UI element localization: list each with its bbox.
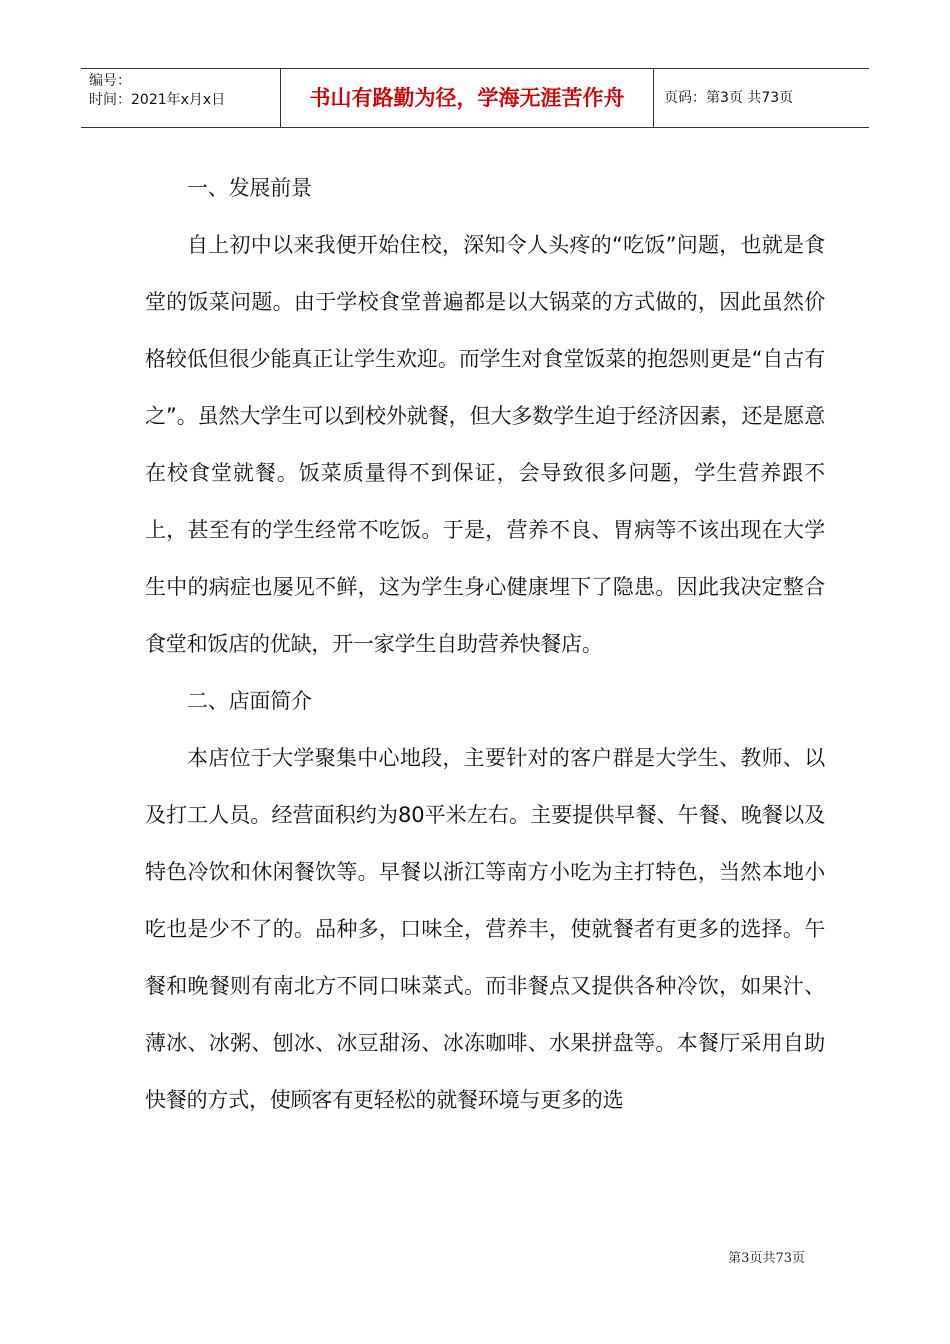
header-meta (81, 69, 281, 127)
document-body (145, 160, 825, 1129)
body-paragraph: 自上初中以来我便开始住校，深知令人头疼的“吃饭”问题，也就是食堂的饭菜问题。由于学校食堂普遍都是以大锅菜的方式做的，因此虽然价格较低但很少能真正让学生欢迎。而学生对食堂饭菜的抱怨则更是“自古有之”。虽然大学生可以到校外就餐，但大多数学生迫于经济因素，还是愿意在校食堂就餐。饭菜质量得不到保证，会导致很多问题，学生营养跟不上，甚至有的学生经常不吃饭。于是，营养不良、胃病等不该出现在大学生中的病症也屡见不鲜，这为学生身心健康埋下了隐患。因此我决定整合食堂和饭店的优缺，开一家学生自助营养快餐店。 (145, 233, 825, 656)
document-number-label: 编号： (89, 73, 131, 89)
page-footer: 第3页共73页 (728, 1251, 805, 1266)
document-date-label: 时间：2021年x月x日 (89, 92, 226, 108)
section-heading: 一、发展前景 (187, 176, 312, 200)
header-motto: 书山有路勤为径，学海无涯苦作舟 (281, 69, 654, 127)
page-header (81, 68, 869, 128)
body-paragraph: 本店位于大学聚集中心地段，主要针对的客户群是大学生、教师、以及打工人员。经营面积约为80平米左右。主要提供早餐、午餐、晚餐以及特色冷饮和休闲餐饮等。早餐以浙江等南方小吃为主打特色，当然本地小吃也是少不了的。品种多，口味全，营养丰，使就餐者有更多的选择。午餐和晚餐则有南北方不同口味菜式。而非餐点又提供各种冷饮，如果汁、薄冰、冰粥、刨冰、冰豆甜汤、冰冻咖啡、水果拼盘等。本餐厅采用自助快餐的方式，使顾客有更轻松的就餐环境与更多的选 (145, 746, 825, 1112)
header-page-code: 页码：第3页 共73页 (664, 90, 794, 106)
section-heading: 二、店面简介 (187, 689, 312, 713)
